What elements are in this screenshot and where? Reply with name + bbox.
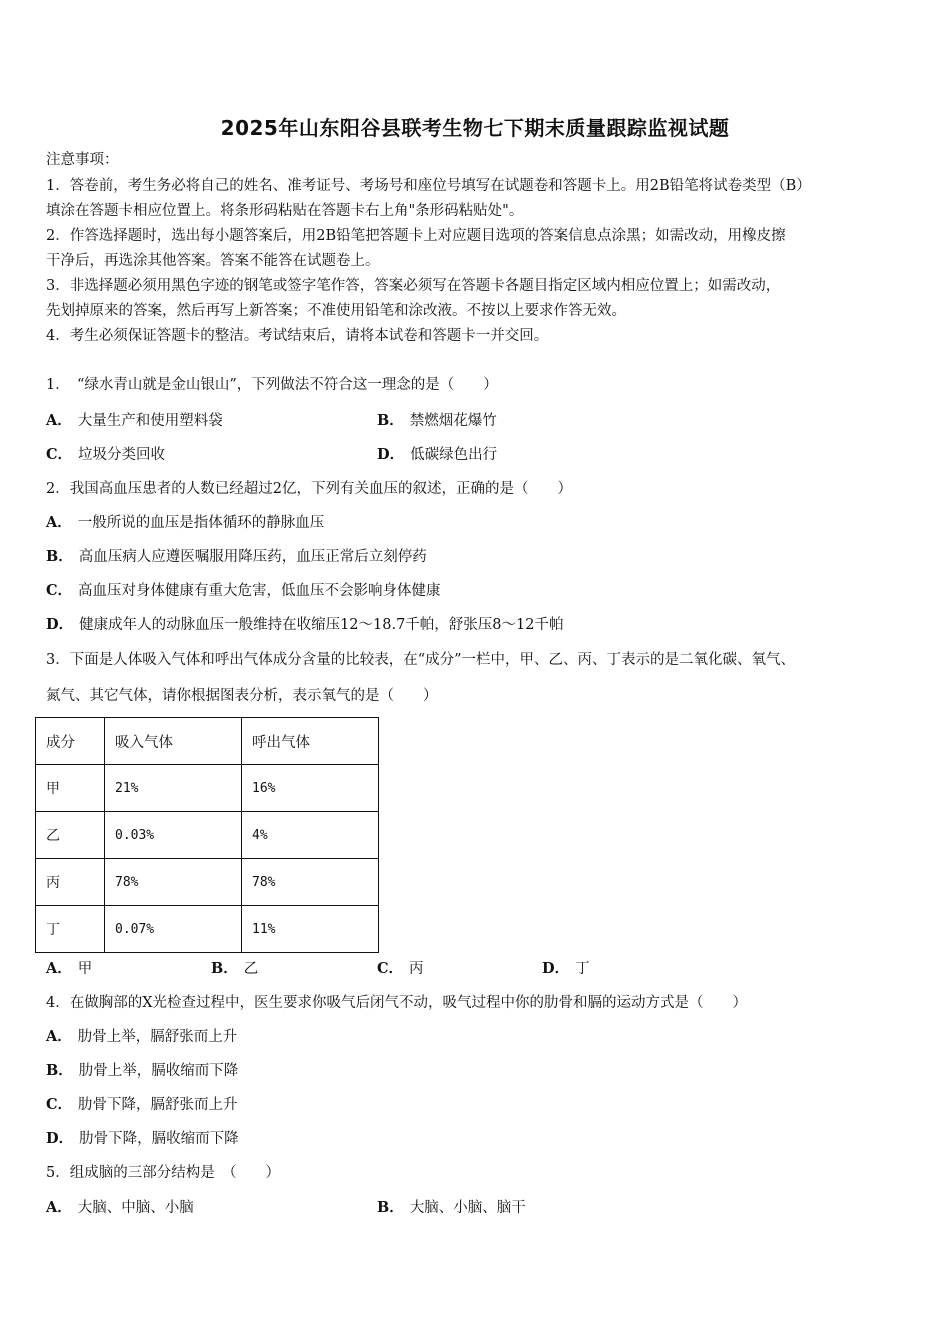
- table-row: [36, 906, 379, 953]
- option-label: C．: [377, 960, 404, 977]
- notice-line: 3．非选择题必须用黑色字迹的钢笔或签字笔作答，答案必须写在答题卡各题目指定区域内相应位置上；如需改动，: [46, 278, 781, 294]
- table-header-cell: 呼出气体: [242, 718, 379, 765]
- option-text: 肋骨上举，膈舒张而上升: [77, 1029, 238, 1045]
- option-label: B．: [211, 960, 238, 977]
- question-2-option-c: [46, 581, 441, 601]
- notice-line: 填涂在答题卡相应位置上。将条形码粘贴在答题卡右上角"条形码粘贴处"。: [46, 203, 524, 219]
- option-label: C．: [46, 1096, 73, 1113]
- table-cell: 21%: [105, 765, 242, 812]
- question-5-stem: 5．组成脑的三部分结构是 （ ）: [46, 1165, 280, 1181]
- option-text: 高血压对身体健康有重大危害，低血压不会影响身体健康: [78, 583, 441, 599]
- question-3-stem: 氮气、其它气体，请你根据图表分析，表示氧气的是（ ）: [46, 688, 438, 704]
- option-text: 高血压病人应遵医嘱服用降压药，血压正常后立刻停药: [78, 549, 427, 565]
- question-5-option-a: [46, 1198, 194, 1218]
- question-1-option-a: [46, 411, 223, 431]
- notice-line: 干净后，再选涂其他答案。答案不能答在试题卷上。: [46, 253, 380, 269]
- option-label: B．: [46, 548, 73, 565]
- option-label: D．: [46, 1130, 74, 1147]
- table-cell: 丁: [36, 906, 105, 953]
- question-3-option-b: [211, 959, 258, 979]
- question-1-option-b: [377, 411, 497, 431]
- option-text: 甲: [77, 961, 93, 977]
- question-2-option-a: [46, 513, 324, 533]
- question-1-option-c: [46, 445, 165, 465]
- option-label: A．: [46, 514, 72, 531]
- option-text: 健康成年人的动脉血压一般维持在收缩压12～18.7千帕，舒张压8～12千帕: [79, 617, 564, 633]
- option-label: A．: [46, 1199, 72, 1216]
- option-text: 肋骨下降，膈舒张而上升: [78, 1097, 238, 1113]
- option-label: D．: [542, 960, 570, 977]
- question-1-option-d: [377, 445, 497, 465]
- table-cell: 78%: [242, 859, 379, 906]
- table-cell: 乙: [36, 812, 105, 859]
- option-text: 大脑、中脑、小脑: [77, 1200, 194, 1216]
- table-cell: 78%: [105, 859, 242, 906]
- notice-line: 先划掉原来的答案，然后再写上新答案；不准使用铅笔和涂改液。不按以上要求作答无效。: [46, 303, 626, 319]
- option-text: 禁燃烟花爆竹: [409, 413, 497, 429]
- question-2-stem: 2．我国高血压患者的人数已经超过2亿，下列有关血压的叙述，正确的是（ ）: [46, 481, 572, 497]
- question-1-stem: 1． “绿水青山就是金山银山”，下列做法不符合这一理念的是（ ）: [46, 377, 498, 393]
- option-label: B．: [46, 1062, 73, 1079]
- option-label: D．: [46, 616, 74, 633]
- table-cell: 甲: [36, 765, 105, 812]
- question-4-option-b: [46, 1061, 238, 1081]
- question-5-option-b: [377, 1198, 526, 1218]
- gas-composition-table: [35, 717, 379, 953]
- question-3-option-a: [46, 959, 92, 979]
- question-2-option-d: [46, 615, 564, 635]
- option-text: 肋骨下降，膈收缩而下降: [79, 1131, 239, 1147]
- table-cell: 11%: [242, 906, 379, 953]
- question-3-stem: 3．下面是人体吸入气体和呼出气体成分含量的比较表，在“成分”一栏中，甲、乙、丙、丁表示的是二氧化碳、氧气、: [46, 652, 796, 668]
- table-header-row: [36, 718, 379, 765]
- notice-line: 1．答卷前，考生务必将自己的姓名、准考证号、考场号和座位号填写在试题卷和答题卡上。用2B铅笔将试卷类型（B）: [46, 178, 811, 194]
- option-text: 乙: [243, 961, 259, 977]
- question-3-option-c: [377, 959, 424, 979]
- table-cell: 4%: [242, 812, 379, 859]
- option-label: A．: [46, 412, 72, 429]
- table-cell: 0.03%: [105, 812, 242, 859]
- table-header-cell: 吸入气体: [105, 718, 242, 765]
- option-label: B．: [377, 1199, 404, 1216]
- notice-line: 4．考生必须保证答题卡的整洁。考试结束后，请将本试卷和答题卡一并交回。: [46, 328, 549, 344]
- option-label: B．: [377, 412, 404, 429]
- notice-heading: 注意事项：: [46, 152, 119, 168]
- option-text: 一般所说的血压是指体循环的静脉血压: [77, 515, 325, 531]
- table-cell: 丙: [36, 859, 105, 906]
- option-text: 大量生产和使用塑料袋: [77, 413, 223, 429]
- option-text: 大脑、小脑、脑干: [409, 1200, 526, 1216]
- page-title: 2025年山东阳谷县联考生物七下期末质量跟踪监视试题: [220, 116, 730, 140]
- option-text: 垃圾分类回收: [78, 447, 166, 463]
- option-label: C．: [46, 582, 73, 599]
- table-row: [36, 859, 379, 906]
- question-4-option-c: [46, 1095, 238, 1115]
- option-text: 低碳绿色出行: [410, 447, 498, 463]
- table-header-cell: 成分: [36, 718, 105, 765]
- question-4-option-d: [46, 1129, 239, 1149]
- question-4-stem: 4．在做胸部的X光检查过程中，医生要求你吸气后闭气不动，吸气过程中你的肋骨和膈的运动方式是（ ）: [46, 995, 748, 1011]
- table-cell: 16%: [242, 765, 379, 812]
- option-text: 丙: [409, 961, 424, 977]
- table-row: [36, 812, 379, 859]
- option-label: C．: [46, 446, 73, 463]
- option-label: D．: [377, 446, 405, 463]
- option-label: A．: [46, 960, 72, 977]
- notice-line: 2．作答选择题时，选出每小题答案后，用2B铅笔把答题卡上对应题目选项的答案信息点涂黑；如需改动，用橡皮擦: [46, 228, 786, 244]
- option-text: 丁: [575, 961, 590, 977]
- option-label: A．: [46, 1028, 72, 1045]
- question-2-option-b: [46, 547, 427, 567]
- option-text: 肋骨上举，膈收缩而下降: [78, 1063, 239, 1079]
- question-3-option-d: [542, 959, 590, 979]
- table-row: [36, 765, 379, 812]
- question-4-option-a: [46, 1027, 237, 1047]
- table-cell: 0.07%: [105, 906, 242, 953]
